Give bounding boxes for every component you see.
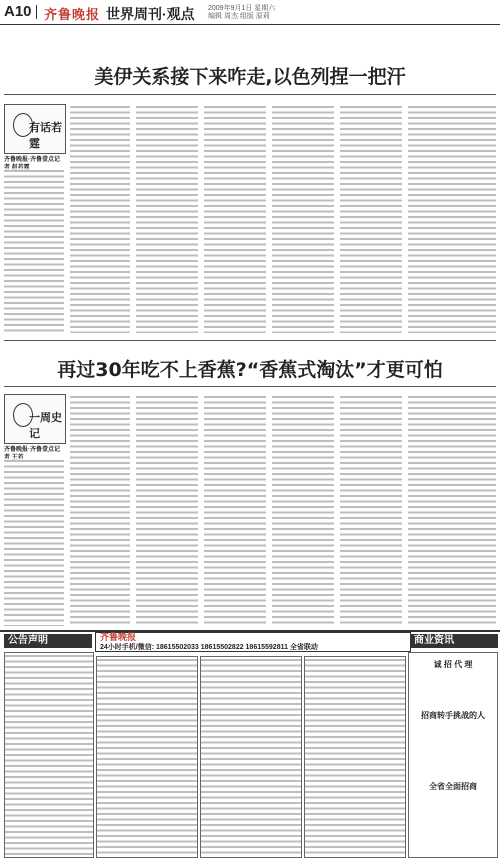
article2-column — [70, 394, 130, 626]
article2-headline: 再过30年吃不上香蕉?“香蕉式淘汰”才更可怕 — [57, 359, 443, 381]
ads-left-header: 公告声明 — [4, 634, 92, 648]
ad-text: 招商转手挑战的人 — [421, 711, 485, 720]
article1-column — [4, 168, 64, 333]
ads-tagline: 24小时手机/微信: 18615502033 18615502822 18615592811 全省联动 — [100, 644, 318, 651]
ads-right-header: 商业资讯 — [410, 634, 498, 648]
article1-column — [340, 104, 402, 333]
article1-author-block — [4, 104, 64, 172]
divider — [4, 94, 496, 95]
classified-ads — [0, 630, 500, 860]
divider — [4, 386, 496, 387]
ads-center-block — [200, 656, 302, 858]
author-portrait — [4, 394, 66, 444]
ads-center-header: 齐鲁晚报 — [100, 632, 137, 642]
article1-column — [204, 104, 266, 333]
author-portrait — [4, 104, 66, 154]
article1-column — [136, 104, 198, 333]
column-name: 有话若霆 — [29, 121, 62, 150]
section-title: 世界周刊·观点 — [106, 6, 195, 22]
ads-center-block — [96, 656, 198, 858]
article1-headline: 美伊关系接下来咋走,以色列捏一把汗 — [94, 66, 406, 88]
ad-text: 全省全面招商 — [429, 782, 477, 791]
article2-column — [408, 394, 496, 626]
masthead — [0, 0, 500, 25]
byline: 齐鲁晚报·齐鲁壹点记 — [4, 157, 60, 163]
ads-center-band — [95, 632, 411, 652]
ads-right-block — [408, 652, 498, 858]
article1-column — [408, 104, 496, 333]
article1-column — [272, 104, 334, 333]
ads-left-block — [4, 652, 94, 858]
column-name: 一周史记 — [29, 411, 62, 440]
newspaper-logo: 齐鲁晚报 — [44, 8, 101, 23]
page-number: A10 — [4, 3, 32, 20]
article2-column — [136, 394, 198, 626]
dateline — [208, 5, 275, 21]
article2-column — [272, 394, 334, 626]
divider — [4, 340, 496, 341]
divider — [36, 5, 37, 19]
editor-credit: 编辑 周杰 组版 原莉 — [208, 13, 270, 20]
date-text: 2009年9月1日 星期六 — [208, 5, 276, 12]
article2-column — [204, 394, 266, 626]
article2-column — [4, 458, 64, 626]
ads-center-block — [304, 656, 406, 858]
ad-text: 诚 招 代 理 — [433, 660, 473, 669]
article1-column — [70, 104, 130, 333]
article2-author-block — [4, 394, 64, 462]
byline: 齐鲁晚报·齐鲁壹点记 — [4, 447, 60, 453]
article2-column — [340, 394, 402, 626]
